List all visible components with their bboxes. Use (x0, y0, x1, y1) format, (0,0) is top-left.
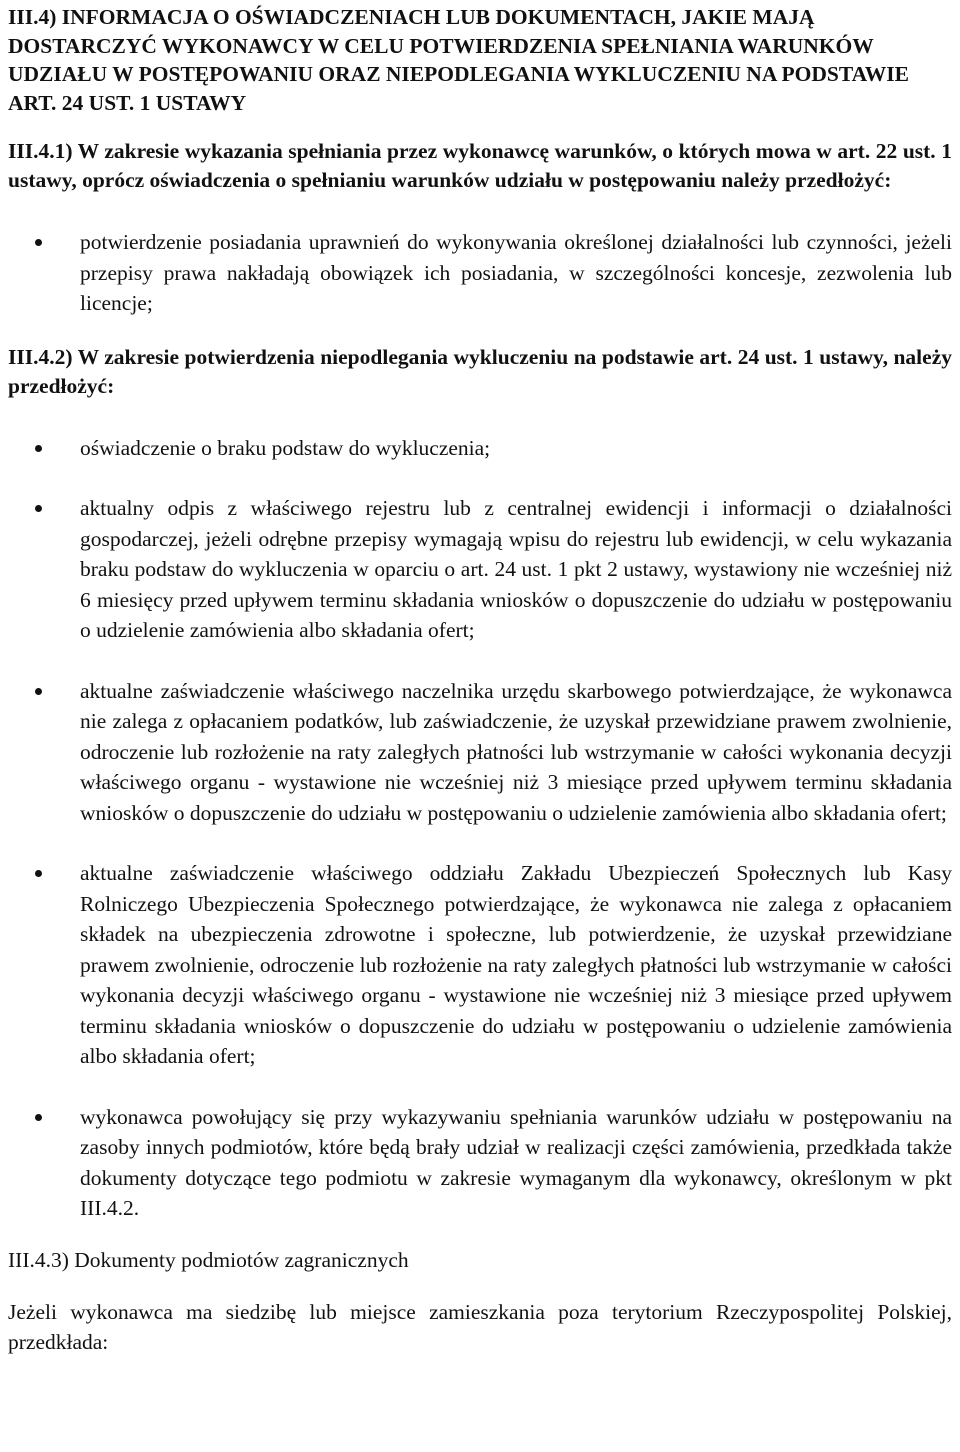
section-2-list (8, 433, 952, 1224)
bullet-icon (35, 1114, 42, 1121)
list-item-text: aktualny odpis z właściwego rejestru lub z centralnej ewidencji i informacji o działalności gospodarczej, jeżeli odrębne przepisy wymagają wpisu do rejestru lub ewidencji, w celu wykazania braku podstaw do wykluczenia w oparciu o art. 24 ust. 1 pkt 2 ustawy, wystawiony nie wcześniej niż 6 miesięcy przed upływem terminu składania wniosków o dopuszczenie do udziału w postępowaniu o udzielenie zamówienia albo składania ofert; (80, 496, 952, 642)
list-item (8, 493, 952, 646)
list-item (8, 433, 952, 464)
bullet-icon (35, 505, 42, 512)
list-item-text: aktualne zaświadczenie właściwego oddziału Zakładu Ubezpieczeń Społecznych lub Kasy Rolniczego Ubezpieczenia Społecznego potwierdzające, że wykonawca nie zalega z opłacaniem składek na ubezpieczenia zdrowotne i społeczne, lub potwierdzenie, że uzyskał przewidziane prawem zwolnienie, odroczenie lub rozłożenie na raty zaległych płatności lub wstrzymanie w całości wykonania decyzji właściwego organu - wystawione nie wcześniej niż 3 miesiące przed upływem terminu składania wniosków o dopuszczenie do udziału w postępowaniu o udzielenie zamówienia albo składania ofert; (80, 861, 952, 1068)
list-item-text: potwierdzenie posiadania uprawnień do wykonywania określonej działalności lub czynności, jeżeli przepisy prawa nakładają obowiązek ich posiadania, w szczególności koncesje, zezwolenia lub licencje; (80, 230, 952, 315)
bullet-icon (35, 239, 42, 246)
list-item-text: oświadczenie o braku podstaw do wykluczenia; (80, 435, 491, 460)
list-item-text: aktualne zaświadczenie właściwego naczelnika urzędu skarbowego potwierdzające, że wykonawca nie zalega z opłacaniem podatków, lub zaświadczenie, że uzyskał przewidziane prawem zwolnienie, odroczenie lub rozłożenie na raty zaległych płatności lub wstrzymanie w całości wykonania decyzji właściwego organu - wystawione nie wcześniej niż 3 miesiące przed upływem terminu składania wniosków o dopuszczenie do udziału w postępowaniu o udzielenie zamówienia albo składania ofert; (80, 678, 952, 825)
main-heading: III.4) INFORMACJA O OŚWIADCZENIACH LUB DOKUMENTACH, JAKIE MAJĄ DOSTARCZYĆ WYKONAWCY W CELU POTWIERDZENIA SPEŁNIANIA WARUNKÓW UDZIAŁU W POSTĘPOWANIU ORAZ NIEPODLEGANIA WYKLUCZENIU NA PODSTAWIE ART. 24 UST. 1 USTAWY (8, 5, 909, 115)
section-3-paragraph: Jeżeli wykonawca ma siedzibę lub miejsce zamieszkania poza terytorium Rzeczypospolitej Polskiej, przedkłada: (8, 1299, 952, 1354)
bullet-icon (35, 870, 42, 877)
list-item (8, 676, 952, 829)
list-item (8, 1102, 952, 1224)
bullet-icon (35, 688, 42, 695)
section-1-list (8, 227, 952, 319)
list-item-text: wykonawca powołujący się przy wykazywaniu spełniania warunków udziału w postępowaniu na zasoby innych podmiotów, które będą brały udział w realizacji części zamówienia, przedkłada także dokumenty dotyczące tego podmiotu w zakresie wymaganym dla wykonawcy, określonym w pkt III.4.2. (80, 1104, 952, 1220)
section-2-heading: III.4.2) W zakresie potwierdzenia niepodlegania wykluczeniu na podstawie art. 24 ust. 1 ustawy, należy przedłożyć: (8, 344, 952, 398)
list-item (8, 227, 952, 319)
section-3-heading: III.4.3) Dokumenty podmiotów zagranicznych (8, 1247, 409, 1272)
list-item (8, 858, 952, 1072)
bullet-icon (35, 445, 42, 452)
section-1-heading: III.4.1) W zakresie wykazania spełniania przez wykonawcę warunków, o których mowa w art. 22 ust. 1 ustawy, oprócz oświadczenia o spełnianiu warunków udziału w postępowaniu należy przedłożyć: (8, 139, 952, 192)
